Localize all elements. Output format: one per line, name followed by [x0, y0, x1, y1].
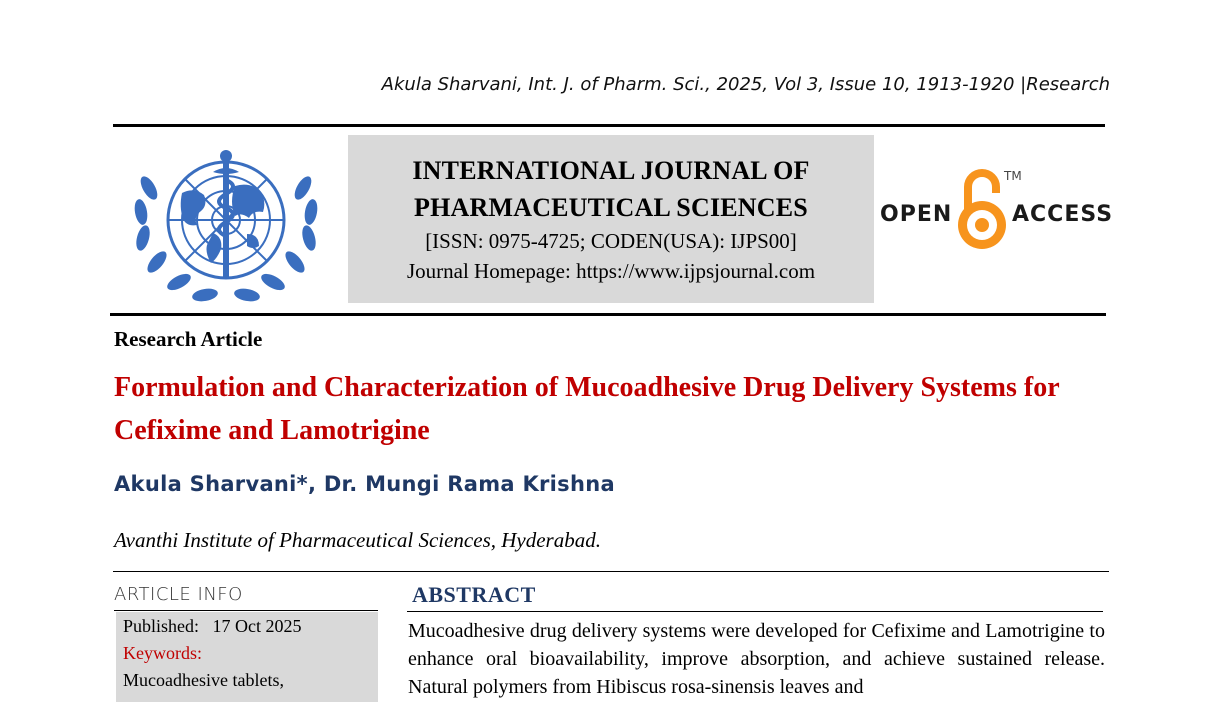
journal-issn: [ISSN: 0975-4725; CODEN(USA): IJPS00] [425, 229, 797, 253]
abstract-heading: ABSTRACT [412, 582, 536, 607]
affiliation-rule [113, 571, 1109, 572]
trademark-mark: TM [1004, 169, 1022, 183]
header-bottom-rule [110, 313, 1106, 316]
abstract-rule [407, 611, 1103, 612]
journal-banner [348, 135, 874, 303]
published-date: 17 Oct 2025 [212, 616, 302, 636]
keyword-item: Mucoadhesive tablets, [123, 670, 284, 690]
open-lock-icon [954, 165, 1010, 257]
running-head: Akula Sharvani, Int. J. of Pharm. Sci., 2025, Vol 3, Issue 10, 1913-1920 |Research [381, 74, 1110, 95]
article-authors: Akula Sharvani*, Dr. Mungi Rama Krishna [114, 472, 615, 496]
journal-title-line2: PHARMACEUTICAL SCIENCES [414, 193, 808, 222]
article-info-box [116, 612, 378, 702]
article-info-rule [114, 610, 378, 611]
journal-homepage: Journal Homepage: https://www.ijpsjournal.com [406, 259, 816, 283]
header-top-rule [113, 124, 1105, 127]
keywords-label: Keywords: [123, 643, 202, 663]
author-affiliation: Avanthi Institute of Pharmaceutical Sciences, Hyderabad. [114, 528, 601, 552]
article-info-heading: ARTICLE INFO [114, 584, 243, 605]
article-title: Formulation and Characterization of Mucoadhesive Drug Delivery Systems for Cefixime and Lamotrigine [114, 372, 1060, 446]
open-access-access-text: ACCESS [1012, 202, 1114, 227]
open-access-open-text: OPEN [880, 202, 953, 227]
open-access-logo [880, 165, 1114, 257]
journal-title-line1: INTERNATIONAL JOURNAL OF [412, 156, 810, 185]
published-label: Published: [123, 616, 200, 636]
abstract-text: Mucoadhesive drug delivery systems were developed for Cefixime and Lamotrigine to enhance oral bioavailability, improve absorption, and achieve sustained release. Natural polymers from Hibiscus rosa-sinensis leaves and [408, 620, 1105, 698]
published-row [123, 616, 302, 637]
article-type: Research Article [114, 327, 263, 351]
journal-logo-icon [127, 138, 325, 306]
